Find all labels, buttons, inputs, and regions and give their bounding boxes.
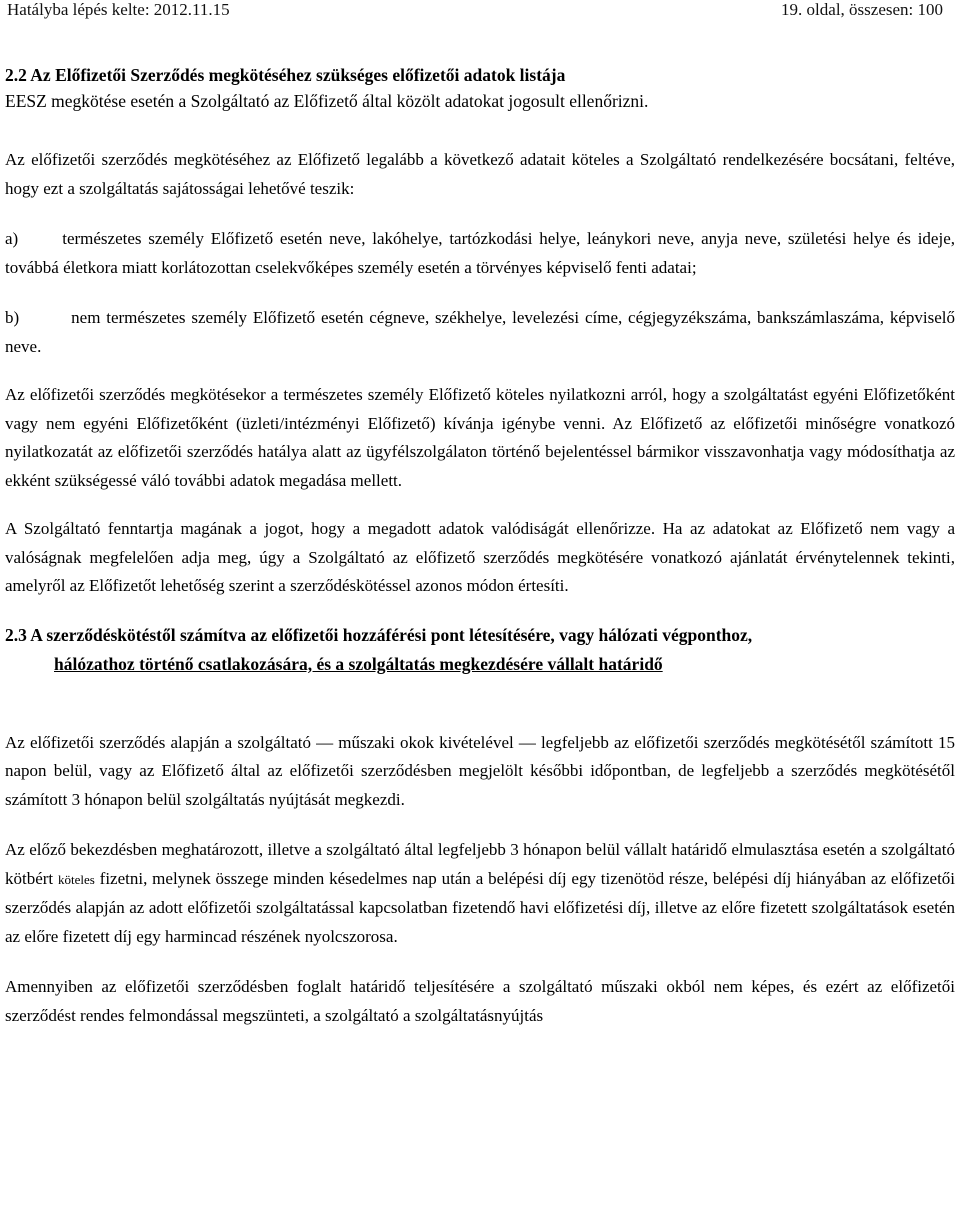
paragraph-technical-termination: Amennyiben az előfizetői szerződésben foglalt határidő teljesítésére a szolgáltató műszaki okból nem képes, és ezért az előfizetői szerződést rendes felmondással megszünteti, a szolgáltató a szolgáltatásnyújtás xyxy=(5,977,955,1025)
section-2-2-title: 2.2 Az Előfizetői Szerződés megkötéséhez szükséges előfizetői adatok listája xyxy=(5,65,566,85)
section-2-2-subtitle: EESZ megkötése esetén a Szolgáltató az Előfizető által közölt adatokat jogosult ellenőrizni. xyxy=(5,91,649,111)
section-2-3-line2: hálózathoz történő csatlakozására, és a szolgáltatás megkezdésére vállalt határidő xyxy=(54,653,663,674)
list-item-a-label: a) xyxy=(5,229,19,248)
section-2-3-line1: A szerződéskötéstől számítva az előfizetői hozzáférési pont létesítésére, vagy hálózati végponthoz, xyxy=(30,624,753,645)
paragraph-subscriber-data: Az előfizetői szerződés megkötéséhez az Előfizető legalább a következő adatait köteles a Szolgáltató rendelkezésére bocsátani, feltéve, hogy ezt a szolgáltatás sajátosságai lehetővé teszik: xyxy=(5,150,955,198)
list-item-b-label: b) xyxy=(5,308,20,327)
effective-date: Hatályba lépés kelte: 2012.11.15 xyxy=(7,0,230,19)
paragraph-subscriber-declaration: Az előfizetői szerződés megkötésekor a természetes személy Előfizető köteles nyilatkozni arról, hogy a szolgáltatást egyéni Előfizetőként vagy nem egyéni Előfizetőként (üzleti/intézményi Előfizető) kívánja igénybe venni. Az Előfizető az előfizetői minőségre vonatkozó nyilatkozatát az előfizetői szerződés hatálya alatt az ügyfélszolgálaton történő bejelentéssel bármikor visszavonhatja vagy módosíthatja az ekként szükségessé váló további adatok megadása mellett. xyxy=(5,385,955,490)
paragraph-data-verification: A Szolgáltató fenntartja magának a jogot, hogy a megadott adatok valódiságát ellenőrizze. Ha az adatokat az Előfizető nem vagy a valóságnak megfelelően adja meg, úgy a Szolgáltató az előfizető szerződés megkötésére vonatkozó ajánlatát érvénytelennek tekinti, amelyről az Előfizetőt lehetőség szerint a szerződéskötéssel azonos módon értesíti. xyxy=(5,519,955,595)
list-item-a xyxy=(5,225,955,282)
section-2-3-title xyxy=(5,621,955,679)
section-2-3-number: 2.3 xyxy=(5,624,27,645)
paragraph-penalty-small-word: köteles xyxy=(58,871,95,887)
page-header xyxy=(5,0,955,20)
paragraph-service-start: Az előfizetői szerződés alapján a szolgáltató ― műszaki okok kivételével ― legfeljebb az előfizetői szerződés megkötésétől számított 15 napon belül, vagy az Előfizető által az előfizetői szerződésben megjelölt későbbi időpontban, de legfeljebb a szerződés megkötésétől számított 3 hónapon belül szolgáltatás nyújtását megkezdi. xyxy=(5,732,955,809)
paragraph-penalty-part2: fizetni, melynek összege minden késedelmes nap után a belépési díj egy tizenötöd része, belépési díj hiányában az előfizetői szerződés alapján az adott előfizetői szolgáltatással kapcsolatban fizetendő havi előfizetési díj, illetve az előre fizetett szolgáltatások esetén az előre fizetett díj egy harmincad részének nyolcszorosa. xyxy=(5,868,956,946)
list-item-b xyxy=(5,304,955,361)
paragraph-penalty xyxy=(5,836,955,951)
list-item-b-text: nem természetes személy Előfizető esetén cégneve, székhelye, levelezési címe, cégjegyzékszáma, bankszámlaszáma, képviselő neve. xyxy=(5,308,955,356)
paragraph-penalty-part1: Az előző bekezdésben meghatározott, illetve a szolgáltató által legfeljebb 3 hónapon belül vállalt határidő elmulasztása esetén a szolgáltató kötbért xyxy=(5,840,955,888)
list-item-a-text: természetes személy Előfizető esetén neve, lakóhelye, tartózkodási helye, leánykori neve, anyja neve, születési helye és ideje, továbbá életkora miatt korlátozottan cselekvőképes személy esetén a törvényes képviselő fenti adatai; xyxy=(5,229,955,277)
page-number: 19. oldal, összesen: 100 xyxy=(781,0,943,19)
